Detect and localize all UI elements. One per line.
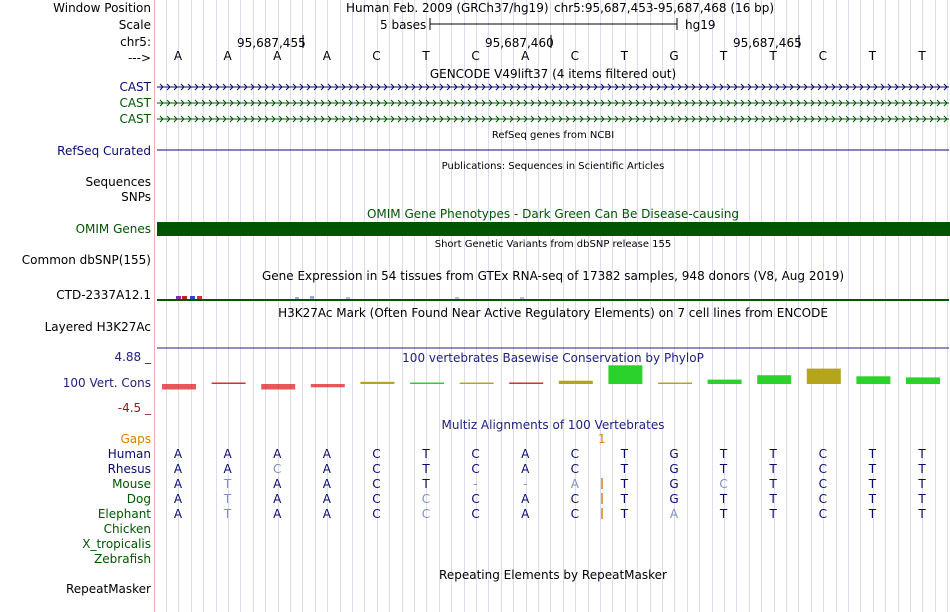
alignment-base: G [669,477,679,491]
phylop-logo-letter [509,383,543,385]
alignment-base: C [372,447,381,461]
ruler-base: T [620,49,629,63]
alignment-base: A [273,477,282,491]
gap-count: 1 [598,432,606,446]
alignment-base: T [719,492,728,506]
species-label[interactable]: Elephant [97,507,151,521]
ruler-base: C [818,49,827,63]
phylop-track-label[interactable]: 100 Vert. Cons [62,376,151,390]
alignment-base: T [422,462,430,476]
scale-bar [430,18,677,30]
phylop-logo-letter [807,369,841,384]
alignment-base: A [173,492,183,506]
alignment-base: A [521,447,530,461]
alignment-base: A [322,462,331,476]
alignment-base: A [223,462,232,476]
alignment-base: T [719,462,728,476]
alignment-base: T [620,462,629,476]
alignment-base: T [719,507,728,521]
phylop-logo-letter [162,384,196,390]
alignment-base: C [818,447,827,461]
gencode-item-label[interactable]: CAST [119,112,151,126]
alignment-base: A [173,507,183,521]
ruler-base: A [173,49,183,63]
omim-title: OMIM Gene Phenotypes - Dark Green Can Be Disease-causing [366,207,740,221]
tick-marks [303,35,799,48]
alignment-base: C [372,492,381,506]
alignment-base: A [521,492,530,506]
refseq-track-label[interactable]: RefSeq Curated [57,144,151,158]
tick-label: 95,687,460 [485,36,554,50]
phylop-logo-letter [360,382,394,384]
ruler-base: T [719,49,728,63]
phylop-title: 100 vertebrates Basewise Conservation by PhyloP [402,351,704,365]
alignment-base: T [918,447,926,461]
alignment-base: A [322,507,331,521]
alignment-base: T [918,492,926,506]
alignment-base: T [918,507,926,521]
species-label[interactable]: Dog [126,492,151,506]
alignment-base: A [669,507,679,521]
h3k27ac-track-label[interactable]: Layered H3K27Ac [44,320,151,334]
alignment-base: A [223,447,232,461]
multiz-title: Multiz Alignments of 100 Vertebrates [441,418,665,432]
phylop-logo-letter [311,384,345,387]
tick-label: 95,687,455 [237,36,306,50]
phylop-logo-letter [460,383,494,385]
alignment-base: A [521,507,530,521]
alignment-base: T [868,477,877,491]
chrom-label: chr5: [120,35,151,49]
alignment-base: - [473,477,478,491]
species-label[interactable]: Chicken [103,522,151,536]
alignment-base: T [422,447,430,461]
alignment-base: C [421,507,431,521]
ruler-base: T [422,49,430,63]
phylop-logo-letter [410,383,444,385]
alignment-base: T [223,507,232,521]
alignment-base: C [421,492,431,506]
gencode-transcripts[interactable] [157,84,949,122]
ruler-base: A [322,49,331,63]
alignment-base: C [372,507,381,521]
alignment-base: C [471,462,480,476]
ruler-base: T [769,49,777,63]
alignment-base: A [322,492,331,506]
ruler-base: T [868,49,877,63]
alignment-base: T [620,492,629,506]
alignment-base: T [868,507,877,521]
omim-bar[interactable] [157,222,950,236]
alignment-base: C [818,477,827,491]
alignment-base: C [570,447,579,461]
alignment-base: T [223,477,232,491]
h3k27ac-title: H3K27Ac Mark (Often Found Near Active Regulatory Elements) on 7 cell lines from ENCODE [278,306,828,320]
dbsnp-title: Short Genetic Variants from dbSNP release 155 [434,239,672,250]
alignment-base: A [173,477,183,491]
phylop-logo-letter [608,365,642,384]
alignment-base: T [868,492,877,506]
species-label[interactable]: Human [107,447,151,461]
repeatmasker-track-label[interactable]: RepeatMasker [65,582,151,596]
alignment-base: G [669,492,679,506]
gtex-bars[interactable] [157,296,949,300]
snps-track-label[interactable]: SNPs [121,190,151,204]
phylop-min-label: -4.5 _ [117,401,151,415]
alignment-base: A [273,492,282,506]
alignment-base: T [868,462,877,476]
pubs-title: Publications: Sequences in Scientific Articles [441,161,665,172]
ruler-base: C [372,49,381,63]
phylop-logo-letter [261,384,295,390]
phylop-logo-letter [658,383,692,385]
phylop-logo-letter [906,377,940,384]
alignment-base: T [769,462,777,476]
phylop-logo-letter [856,376,890,384]
alignment-base: C [471,447,480,461]
alignment-base: C [272,462,282,476]
alignment-base: C [818,462,827,476]
alignment-base: C [570,492,579,506]
repeatmasker-title: Repeating Elements by RepeatMasker [439,568,667,582]
alignment-base: C [818,507,827,521]
ruler-base: G [669,49,679,63]
alignment-base: - [523,477,528,491]
refseq-title: RefSeq genes from NCBI [491,130,615,141]
alignment-base: T [422,477,430,491]
alignment-base: G [669,462,679,476]
alignment-base: T [620,447,629,461]
alignment-base: T [620,477,629,491]
phylop-logo-letter [708,380,742,384]
gencode-title: GENCODE V49lift37 (4 items filtered out) [429,67,677,81]
gencode-item-label[interactable]: CAST [119,96,151,110]
assembly-name: Human Feb. 2009 (GRCh37/hg19) [346,1,549,15]
gtex-track-label[interactable]: CTD-2337A12.1 [56,288,151,302]
phylop-max-label: 4.88 _ [114,350,151,364]
alignment-base: T [769,447,777,461]
ruler-base: A [273,49,282,63]
alignment-base: T [769,507,777,521]
alignment-base: C [372,477,381,491]
alignment-base: G [669,447,679,461]
phylop-sequence-logo[interactable] [162,365,940,389]
alignment-base: A [273,447,282,461]
alignment-base: A [322,447,331,461]
alignment-base: C [570,507,579,521]
gtex-title: Gene Expression in 54 tissues from GTEx RNA-seq of 17382 samples, 948 donors (V8, Aug 2019) [261,269,845,283]
ruler-base: T [918,49,926,63]
alignment-base: T [719,447,728,461]
omim-track-label[interactable]: OMIM Genes [75,222,151,236]
window-position-label: Window Position [53,1,151,15]
alignment-base: T [620,507,629,521]
alignment-base: T [918,477,926,491]
alignment-base: A [173,447,183,461]
alignment-base: C [372,462,381,476]
alignment-base: T [769,477,777,491]
alignment-base: T [223,492,232,506]
species-label[interactable]: X_tropicalis [82,537,151,551]
alignment-base: T [769,492,777,506]
alignment-base: A [273,507,282,521]
db-name: hg19 [685,18,716,32]
phylop-logo-letter [757,375,791,384]
species-label[interactable]: Rhesus [107,462,151,476]
window-position: chr5:95,687,453-95,687,468 (16 bp) [554,1,775,15]
ruler-base: C [570,49,579,63]
alignment-base: A [521,462,530,476]
alignment-base: C [471,492,480,506]
alignment-base: T [868,447,877,461]
dbsnp-track-label[interactable]: Common dbSNP(155) [21,253,151,267]
phylop-logo-letter [212,383,246,385]
scale-text: 5 bases [380,18,427,32]
alignment-base: C [471,507,480,521]
species-label[interactable]: Zebrafish [94,552,151,566]
alignment-base: C [719,477,728,491]
alignment-base: C [818,492,827,506]
alignment-base: T [918,462,926,476]
tick-label: 95,687,465 [733,36,802,50]
gencode-item-label[interactable]: CAST [119,80,151,94]
sequences-track-label[interactable]: Sequences [85,175,151,189]
strand-arrow-label: ---> [127,51,151,65]
alignment-base: C [570,462,579,476]
species-label[interactable]: Mouse [112,477,151,491]
ruler-base: C [471,49,480,63]
gaps-label: Gaps [120,432,151,446]
ruler-base: A [223,49,232,63]
scale-label: Scale [118,18,151,32]
alignment-base: A [173,462,183,476]
phylop-logo-letter [559,381,593,384]
alignment-base: A [322,477,331,491]
alignment-base: A [570,477,579,491]
ruler-base: A [521,49,530,63]
